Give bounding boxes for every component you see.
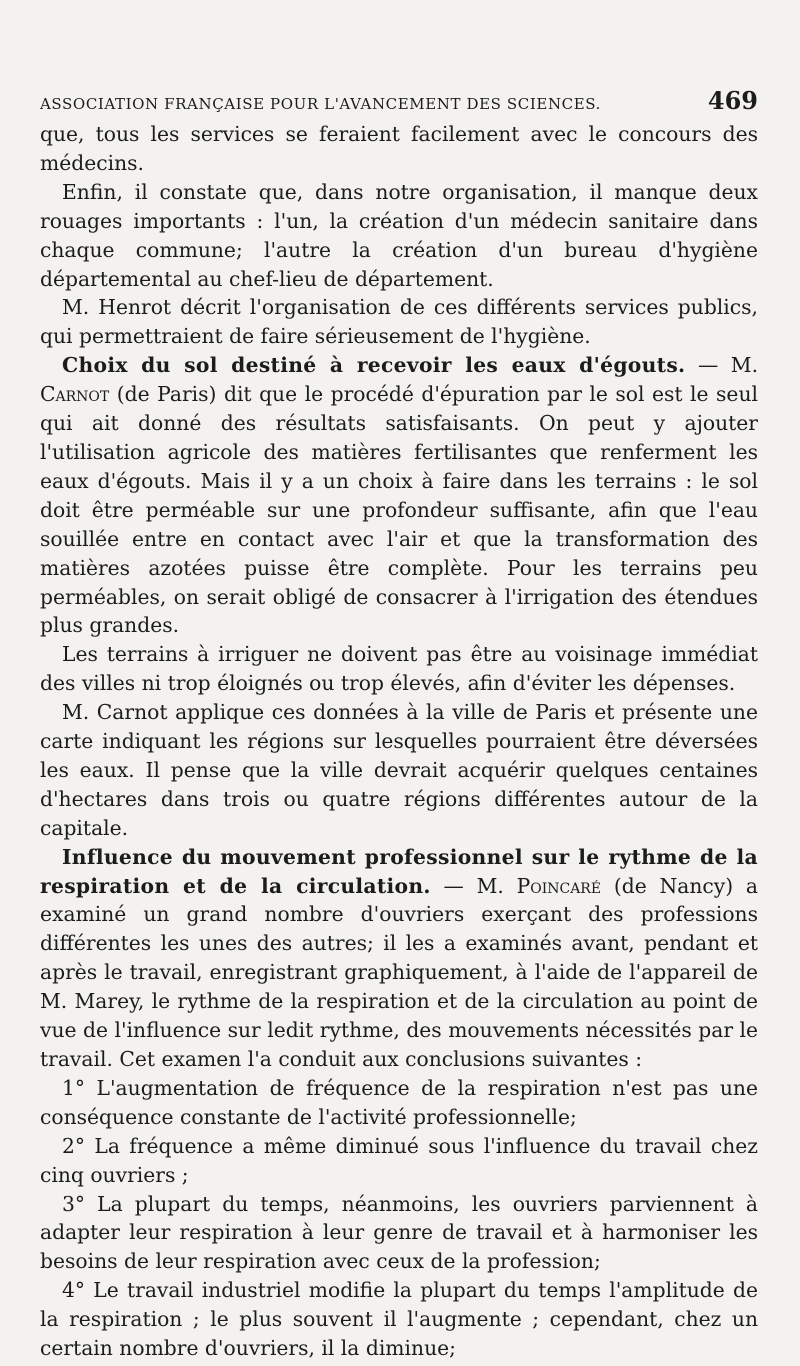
section-text-poincare: (de Nancy) a examiné un grand nombre d'ouvriers exerçant des professions différentes les unes des autres; il les a examinés avant, pendant et après le travail, enregistrant graphiquement, à l'aide de l'appareil de M. Marey, le rythme de la respiration et de la circulation au point de vue de l'influence sur ledit rythme, des mouvements nécessités par le travail. Cet examen l'a conduit aux conclusions suivantes : <box>40 873 758 1071</box>
section-heading-influence: Influence du mouvement professionnel sur le rythme de la respiration et de la circulation. <box>40 844 758 898</box>
section-dash: — M. <box>430 873 517 898</box>
conclusion-item-2: 2° La fréquence a même diminué sous l'influence du travail chez cinq ouvriers ; <box>40 1133 758 1187</box>
conclusion-item-4: 4° Le travail industriel modifie la plupart du temps l'amplitude de la respiration ; le plus souvent il l'augmente ; cependant, chez un certain nombre d'ouvriers, il la diminue; <box>40 1278 758 1361</box>
running-header <box>40 86 758 116</box>
section-heading-choix-du-sol: Choix du sol destiné à recevoir les eaux d'égouts. <box>62 353 686 378</box>
section-choix-du-sol <box>40 351 758 640</box>
author-carnot: Carnot <box>40 382 110 407</box>
body-text <box>40 120 758 1363</box>
running-title: ASSOCIATION FRANÇAISE POUR L'AVANCEMENT DES SCIENCES. <box>40 95 602 113</box>
conclusion-item-3: 3° La plupart du temps, néanmoins, les ouvriers parviennent à adapter leur respiration à leur genre de travail et à harmoniser les besoins de leur respiration avec ceux de la profession; <box>40 1191 758 1274</box>
conclusion-item-1: 1° L'augmentation de fréquence de la respiration n'est pas une conséquence constante de l'activité professionnelle; <box>40 1075 758 1129</box>
section-text-carnot: (de Paris) dit que le procédé d'épuration par le sol est le seul qui ait donné des résultats satisfaisants. On peut y ajouter l'utilisation agricole des matières fertilisantes que renferment les eaux d'égouts. Mais il y a un choix à faire dans les terrains : le sol doit être perméable sur une profondeur suffisante, afin que l'eau souillée entre en contact avec l'air et que la transformation des matières azotées puisse être complète. Pour les terrains peu perméables, on serait obligé de consacrer à l'irrigation des étendues plus grandes. <box>40 382 758 638</box>
paragraph-carnot-paris: M. Carnot applique ces données à la ville de Paris et présente une carte indiquant les régions sur lesquelles pourraient être déversées les eaux. Il pense que la ville devrait acquérir quelques centaines d'hectares dans trois ou quatre régions différentes autour de la capitale. <box>40 700 758 840</box>
paragraph-enfin: Enfin, il constate que, dans notre organisation, il manque deux rouages importants : l'un, la création d'un médecin sanitaire dans chaque commune; l'autre la création d'un bureau d'hygiène départemental au chef-lieu de département. <box>40 179 758 291</box>
paragraph-terrains: Les terrains à irriguer ne doivent pas être au voisinage immédiat des villes ni trop éloignés ou trop élevés, afin d'éviter les dépenses. <box>40 642 758 696</box>
paragraph-continuation: que, tous les services se feraient facilement avec le concours des médecins. <box>40 122 758 175</box>
paragraph-henrot: M. Henrot décrit l'organisation de ces différents services publics, qui permettraient de faire sérieusement de l'hygiène. <box>40 295 758 349</box>
author-poincare: Poincaré <box>516 873 602 898</box>
section-dash: — M. <box>685 353 759 378</box>
book-page <box>40 86 758 1363</box>
page-number: 469 <box>707 86 758 115</box>
section-influence-mouvement <box>40 843 758 1074</box>
